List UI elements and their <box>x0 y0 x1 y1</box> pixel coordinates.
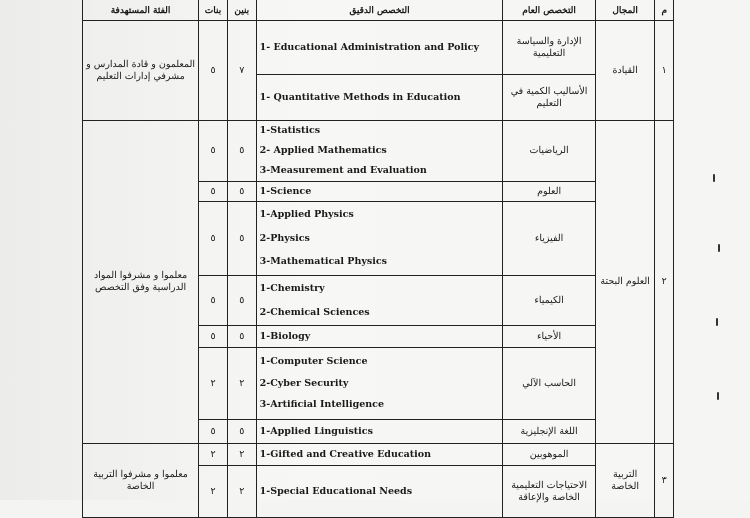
specialization-cell <box>256 466 503 518</box>
table-row <box>83 21 674 75</box>
specialization-item: 1-Chemistry <box>259 282 325 294</box>
margin-mark <box>716 318 718 326</box>
specialization-item: 1-Statistics <box>259 125 321 137</box>
specialization-item: 3-Artificial Intelligence <box>259 399 385 411</box>
specialization-item: 1-Computer Science <box>259 355 368 367</box>
specialization-cell <box>256 75 503 121</box>
specialization-cell <box>256 121 503 182</box>
specialization-cell <box>256 276 503 326</box>
girls-count: ٥ <box>199 121 228 182</box>
general-cell: الحاسب الآلي <box>503 348 596 420</box>
header-general: التخصص العام <box>503 0 596 21</box>
row-number: ٣ <box>655 444 674 518</box>
boys-count: ٥ <box>227 420 256 444</box>
specialization-item: 1- Quantitative Methods in Education <box>259 91 461 103</box>
boys-count: ٢ <box>227 466 256 518</box>
header-specific: التخصص الدقيق <box>256 0 503 21</box>
specialization-item: 1-Biology <box>259 330 311 342</box>
specialization-item: 1-Applied Physics <box>259 208 354 220</box>
header-no: م <box>655 0 674 21</box>
target-cell: المعلمون و قادة المدارس و مشرفي إدارات التعليم <box>83 21 199 121</box>
margin-mark <box>717 392 719 400</box>
boys-count: ٢ <box>227 348 256 420</box>
header-target: الفئة المستهدفة <box>83 0 199 21</box>
boys-count: ٥ <box>227 202 256 276</box>
general-cell: الموهوبين <box>503 444 596 466</box>
specialization-cell <box>256 444 503 466</box>
field-cell: العلوم البحتة <box>595 121 655 444</box>
boys-count: ٥ <box>227 326 256 348</box>
specialization-item: 1-Special Educational Needs <box>259 485 413 497</box>
specialization-item: 3-Measurement and Evaluation <box>259 164 427 176</box>
specialization-item: 2-Chemical Sciences <box>259 306 370 318</box>
girls-count: ٥ <box>199 420 228 444</box>
general-cell: الإدارة والسياسة التعليمية <box>503 21 596 75</box>
table-row <box>83 444 674 466</box>
general-cell: الأحياء <box>503 326 596 348</box>
boys-count: ٥ <box>227 121 256 182</box>
field-cell: القيادة <box>595 21 655 121</box>
specialization-item: 1- Educational Administration and Policy <box>259 41 479 53</box>
programs-table <box>82 0 674 518</box>
girls-count: ٢ <box>199 444 228 466</box>
specialization-item: 1-Gifted and Creative Education <box>259 448 432 460</box>
specialization-item: 2-Physics <box>259 232 310 244</box>
girls-count: ٢ <box>199 466 228 518</box>
specialization-item: 3-Mathematical Physics <box>259 256 387 268</box>
field-cell: التربية الخاصة <box>595 444 655 518</box>
general-cell: اللغة الإنجليزية <box>503 420 596 444</box>
boys-count: ٧ <box>227 21 256 121</box>
margin-mark <box>713 174 715 182</box>
specialization-cell <box>256 348 503 420</box>
girls-count: ٥ <box>199 182 228 202</box>
specialization-cell <box>256 21 503 75</box>
specialization-item: 1-Science <box>259 185 312 197</box>
general-cell: العلوم <box>503 182 596 202</box>
general-cell: الفيزياء <box>503 202 596 276</box>
girls-count: ٥ <box>199 202 228 276</box>
row-number: ١ <box>655 21 674 121</box>
specialization-item: 1-Applied Linguistics <box>259 425 373 437</box>
specialization-cell <box>256 420 503 444</box>
boys-count: ٢ <box>227 444 256 466</box>
general-cell: الكيمياء <box>503 276 596 326</box>
specialization-cell <box>256 182 503 202</box>
girls-count: ٥ <box>199 21 228 121</box>
header-field: المجال <box>595 0 655 21</box>
general-cell: الاحتياجات التعليمية الخاصة والإعاقة <box>503 466 596 518</box>
header-row <box>83 0 674 21</box>
general-cell: الرياضيات <box>503 121 596 182</box>
specialization-item: 2-Cyber Security <box>259 377 349 389</box>
boys-count: ٥ <box>227 182 256 202</box>
girls-count: ٥ <box>199 326 228 348</box>
row-number: ٢ <box>655 121 674 444</box>
margin-mark <box>718 244 720 252</box>
table-row <box>83 121 674 182</box>
boys-count: ٥ <box>227 276 256 326</box>
target-cell: معلموا و مشرفوا التربية الخاصة <box>83 444 199 518</box>
specialization-item: 2- Applied Mathematics <box>259 145 387 157</box>
specialization-cell <box>256 326 503 348</box>
header-girls: بنات <box>199 0 228 21</box>
header-boys: بنين <box>227 0 256 21</box>
specialization-cell <box>256 202 503 276</box>
girls-count: ٢ <box>199 348 228 420</box>
general-cell: الأساليب الكمية في التعليم <box>503 75 596 121</box>
girls-count: ٥ <box>199 276 228 326</box>
target-cell: معلموا و مشرفوا المواد الدراسية وفق التخصص <box>83 121 199 444</box>
